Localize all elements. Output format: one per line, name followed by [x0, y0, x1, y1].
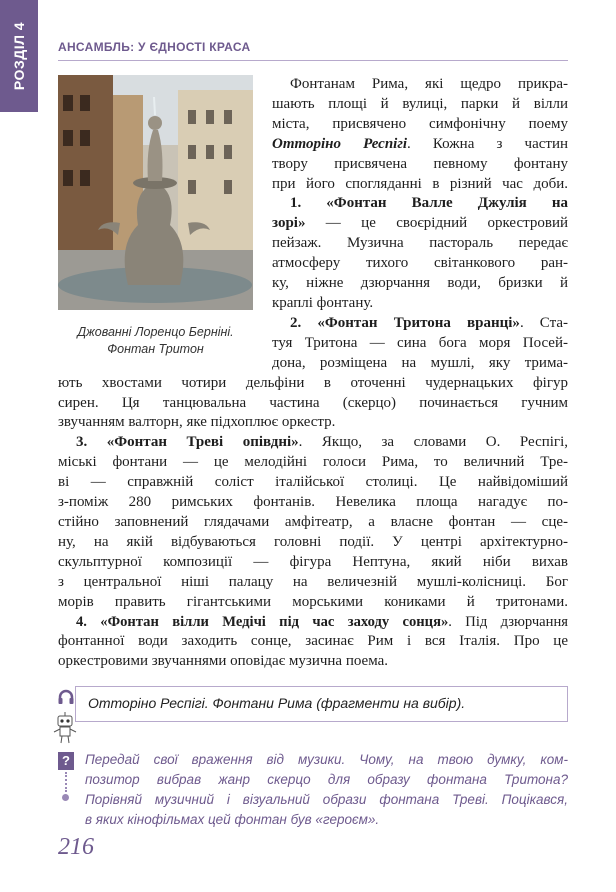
triton-fountain-photo: [58, 75, 253, 310]
body-line: міські фонтани — це мелодійні голоси Рима, то величний Тре-: [58, 454, 568, 471]
dotted-connector: [65, 772, 69, 792]
body-line: 2. «Фонтан Тритона вранці». Ста-: [290, 314, 568, 331]
connector-dot: [62, 794, 69, 801]
body-line: скульптурної композиції — фігура Нептуна, який ніби вихав: [58, 553, 568, 570]
listening-box: [75, 686, 568, 722]
body-line: при його спогляданні в різний час доби.: [272, 175, 568, 192]
body-line: сирен. Ця танцювальна частина (скерцо) починається гучним: [58, 394, 568, 411]
section-tab-label: РОЗДІЛ 4: [11, 21, 27, 91]
body-line: краплі фонтану.: [272, 295, 374, 311]
caption-line: Фонтан Тритон: [107, 342, 204, 356]
body-line: дона, розміщена на мушлі, яку трима-: [272, 354, 568, 371]
body-line: Фонтанам Рима, які щедро прикра-: [290, 76, 568, 92]
question-line: позитор вибрав жанр скерцо для образу фонтана Тритона?: [85, 772, 568, 787]
header-rule: [58, 60, 568, 61]
body-line: туя Тритона — сина бога моря Посей-: [272, 334, 568, 351]
body-line: ють хвостами чотири дельфіни в оточенні чудернацьких фігур: [58, 374, 568, 391]
body-line: фонтанної води заходить сонце, засинає Рим і вся Італія. Про це: [58, 633, 568, 650]
body-line: Отторіно Респігі. Кожна з частин: [272, 135, 568, 152]
body-line: міста, присвячено симфонічну поему: [272, 115, 568, 132]
running-header: АНСАМБЛЬ: У ЄДНОСТІ КРАСА: [58, 40, 251, 54]
movement-title: 4. «Фонтан вілли Медічі під час заходу сонця»: [76, 613, 449, 630]
body-line: звучанням валторн, яке підхоплює оркестр.: [58, 414, 336, 431]
body-line: ну, на якій відбуваються головні події. У центрі архітектурно-: [58, 533, 568, 550]
section-tab: [0, 0, 38, 112]
question-line: Передай свої враження від музики. Чому, на твою думку, ком-: [85, 752, 568, 767]
body-line: оркестровими звучаннями оповідає музична поема.: [58, 653, 388, 670]
photo-caption: [58, 324, 253, 358]
body-line: шають площі й вулиці, парки й вілли: [272, 95, 568, 112]
movement-title: 3. «Фонтан Треві опівдні»: [76, 434, 299, 451]
movement-title: 2. «Фонтан Тритона вранці»: [290, 314, 520, 331]
body-line: з центральної ніші палацу на величезній мушлі-колісниці. Бог: [58, 573, 568, 590]
body-line: 4. «Фонтан вілли Медічі під час заходу сонця». Під дзюрчання: [76, 613, 568, 630]
body-line: стійно заповнений глядачами амфітеатр, а власне фонтан — сце-: [58, 514, 568, 531]
movement-title: 1. «Фонтан Валле Джулія на: [290, 195, 568, 212]
body-line: морів править гігантськими морськими кониками й тритонами.: [58, 593, 568, 610]
body-line: твору присвячена певному фонтану: [272, 155, 568, 172]
headphones-icon: [58, 689, 74, 705]
body-line: ку, ніжне дзюрчання води, бризки й: [272, 275, 568, 292]
body-line: зорі» — це своєрідний оркестровий: [272, 215, 568, 232]
caption-line: Джованні Лоренцо Берніні.: [77, 325, 234, 339]
body-line: атмосферу тихого світанкового ран-: [272, 255, 568, 272]
listening-text: Отторіно Респігі. Фонтани Рима (фрагменти на вибір).: [88, 695, 466, 711]
body-line: [290, 193, 568, 213]
question-line: в яких кінофільмах цей фонтан був «героєм».: [85, 812, 380, 827]
body-line: ві — справжній соліст італійської столиці. Це найвідоміший: [58, 474, 568, 491]
body-line: 3. «Фонтан Треві опівдні». Якщо, за словами О. Респігі,: [76, 434, 568, 451]
page-number: 216: [58, 834, 94, 860]
body-line: пейзаж. Музична пастораль передає: [272, 235, 568, 252]
body-line: з-поміж 280 римських фонтанів. Невелика площа нагадує по-: [58, 494, 568, 511]
question-line: Порівняй музичний і візуальний образи фонтана Треві. Поцікався,: [85, 792, 568, 807]
question-icon: ?: [58, 752, 74, 770]
composer-name: Отторіно Респігі: [272, 135, 408, 152]
